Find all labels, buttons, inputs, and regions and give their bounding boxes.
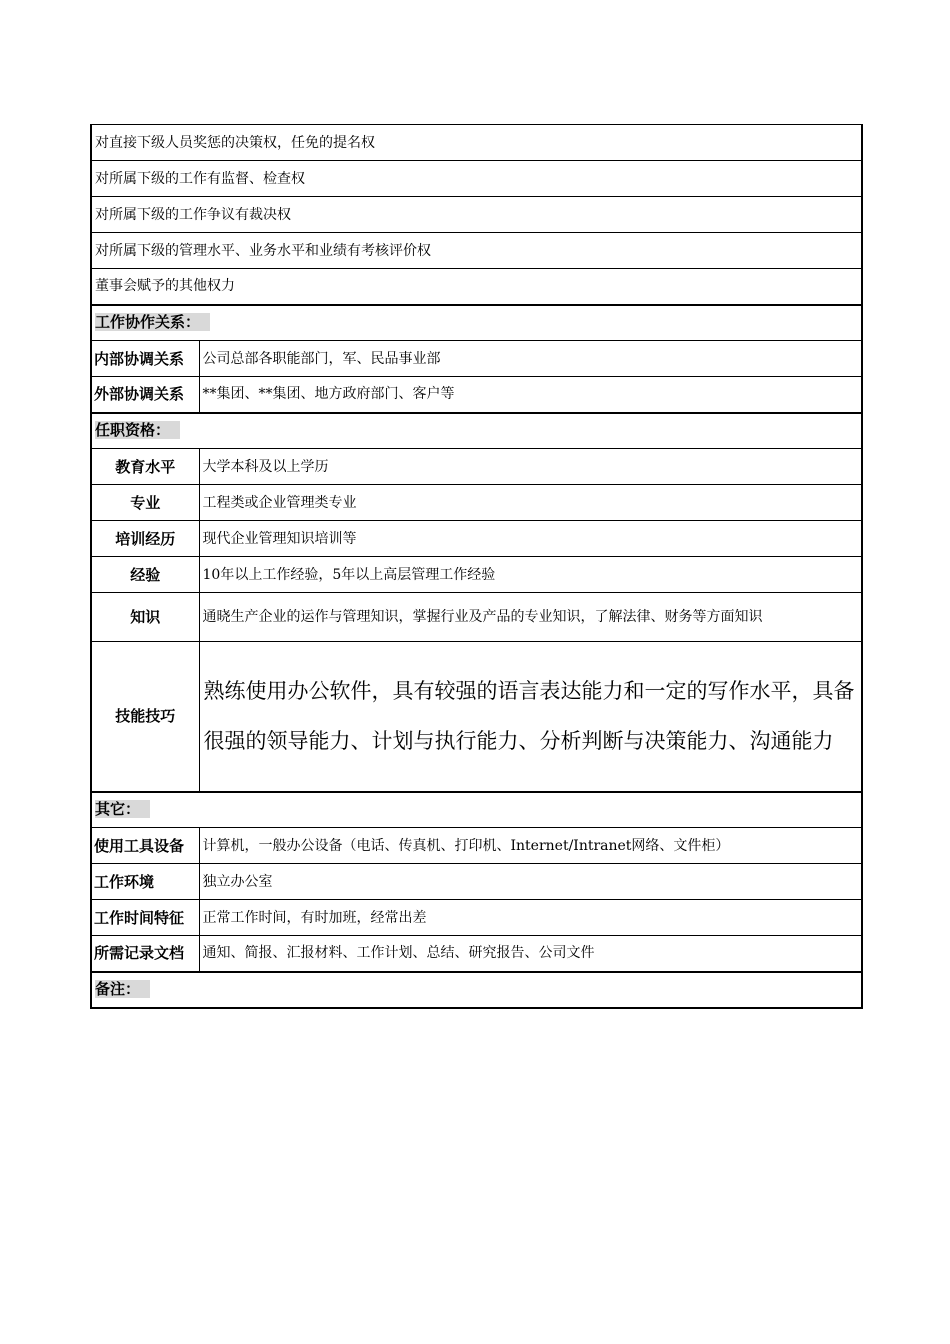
row-value: 工程类或企业管理类专业 — [199, 485, 862, 521]
row-value: 大学本科及以上学历 — [199, 449, 862, 485]
authority-row — [91, 197, 862, 233]
row-label: 专业 — [91, 485, 199, 521]
row-value: 计算机，一般办公设备（电话、传真机、打印机、Internet/Intranet网络、文件柜） — [199, 828, 862, 864]
authority-item: 对所属下级的管理水平、业务水平和业绩有考核评价权 — [91, 233, 862, 269]
table-row — [91, 449, 862, 485]
row-label: 经验 — [91, 557, 199, 593]
row-label: 所需记录文档 — [91, 936, 199, 972]
table-row — [91, 864, 862, 900]
table-row — [91, 593, 862, 642]
authority-row — [91, 233, 862, 269]
row-label: 教育水平 — [91, 449, 199, 485]
row-label: 使用工具设备 — [91, 828, 199, 864]
row-label: 工作环境 — [91, 864, 199, 900]
authority-item: 对所属下级的工作争议有裁决权 — [91, 197, 862, 233]
row-label: 内部协调关系 — [91, 341, 199, 377]
row-value: 现代企业管理知识培训等 — [199, 521, 862, 557]
section-header-qualifications — [91, 413, 862, 449]
row-label: 知识 — [91, 593, 199, 642]
authority-row — [91, 125, 862, 161]
section-title: 备注： — [95, 980, 150, 998]
section-header-cooperation — [91, 305, 862, 341]
row-value: 熟练使用办公软件，具有较强的语言表达能力和一定的写作水平，具备很强的领导能力、计划与执行能力、分析判断与决策能力、沟通能力 — [199, 642, 862, 792]
section-title: 其它： — [95, 800, 150, 818]
section-header-remarks — [91, 972, 862, 1008]
row-value: **集团、**集团、地方政府部门、客户等 — [199, 377, 862, 413]
row-value: 通知、简报、汇报材料、工作计划、总结、研究报告、公司文件 — [199, 936, 862, 972]
table-row — [91, 642, 862, 792]
table-row — [91, 485, 862, 521]
table-row — [91, 341, 862, 377]
table-row — [91, 557, 862, 593]
authority-row — [91, 269, 862, 305]
row-value: 正常工作时间，有时加班，经常出差 — [199, 900, 862, 936]
row-label: 技能技巧 — [91, 642, 199, 792]
table-row — [91, 828, 862, 864]
section-title: 工作协作关系： — [95, 313, 210, 331]
row-label: 工作时间特征 — [91, 900, 199, 936]
row-value: 独立办公室 — [199, 864, 862, 900]
authority-item: 董事会赋予的其他权力 — [91, 269, 862, 305]
table-row — [91, 377, 862, 413]
authority-item: 对直接下级人员奖惩的决策权，任免的提名权 — [91, 125, 862, 161]
row-label: 培训经历 — [91, 521, 199, 557]
job-description-table — [90, 124, 863, 1009]
row-value: 10年以上工作经验，5年以上高层管理工作经验 — [199, 557, 862, 593]
row-label: 外部协调关系 — [91, 377, 199, 413]
table-row — [91, 900, 862, 936]
authority-row — [91, 161, 862, 197]
row-value: 公司总部各职能部门，军、民品事业部 — [199, 341, 862, 377]
section-title: 任职资格： — [95, 421, 180, 439]
row-value: 通晓生产企业的运作与管理知识，掌握行业及产品的专业知识，了解法律、财务等方面知识 — [199, 593, 862, 642]
table-row — [91, 521, 862, 557]
section-header-other — [91, 792, 862, 828]
authority-item: 对所属下级的工作有监督、检查权 — [91, 161, 862, 197]
table-row — [91, 936, 862, 972]
